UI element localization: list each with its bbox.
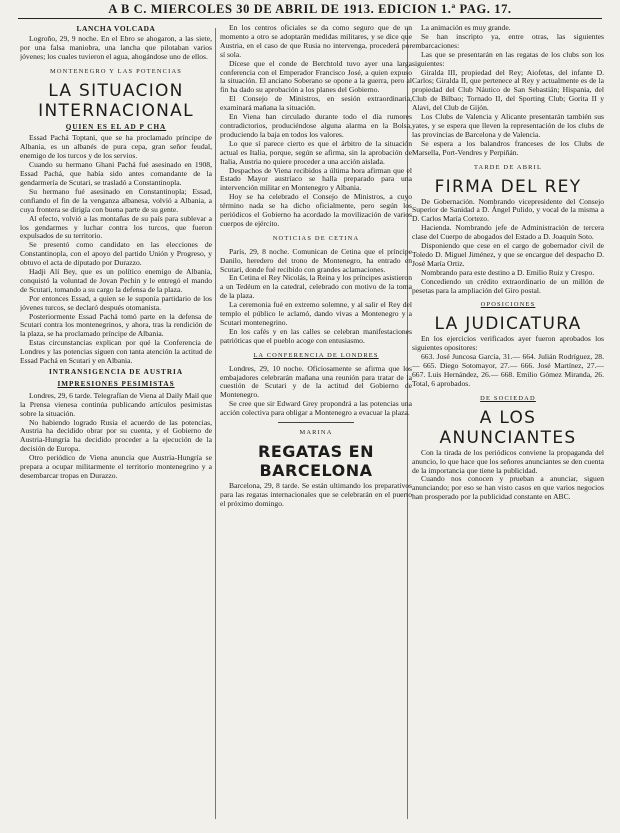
article-headline: LA SITUACION INTERNACIONAL [38, 80, 194, 121]
article-paragraph: Londres, 29, 6 tarde. Telegrafían de Viena al Daily Mail que la Prensa vienesa continúa publicando artículos pesimistas sobre la situación. [20, 390, 212, 418]
article-paragraph: El Consejo de Ministros, en sesión extraordinaria, examinará mañana la situación. [220, 94, 412, 113]
article-paragraph: Otro periódico de Viena anuncia que Austria-Hungría se prepara a ocupar militarmente el territorio montenegrino y a desembarcar tropas en Durazzo. [20, 453, 212, 480]
article-paragraph: Lo que sí parece cierto es que el árbitro de la situación actual es Italia, porque, según se afirma, sin la aprobación de Italia, Austria no quiere proceder a una acción aislada. [220, 138, 412, 166]
article-paragraph: Se presentó como candidato en las elecciones de Constantinopla, con el apoyo del partido Unión y Progreso, y obtuvo el acta de diputado por Durazzo. [20, 240, 212, 268]
section-heading: INTRANSIGENCIA DE AUSTRIA [48, 368, 184, 376]
article-headline: FIRMA DEL REY [434, 176, 582, 197]
article-paragraph: La animación es muy grande. [421, 24, 511, 32]
article-paragraph: Nombrando para este destino a D. Emilio Ruiz y Crespo. [421, 267, 595, 277]
section-heading: DE SOCIEDAD [480, 394, 536, 402]
section-heading: OPOSICIONES [480, 301, 536, 309]
article-paragraph: En los cafés y en las calles se celebran manifestaciones patrióticas que el pueblo acoge con entusiasmo. [220, 326, 412, 345]
article-paragraph: Su hermano fué asesinado en Constantinopla; Essad, confiando el fin de la venganza albanesa, volvió a Albania, a cuya frontera se dirigía con buena parte de su gente. [20, 186, 212, 214]
article-paragraph: Cuando su hermano Ghani Pachá fué asesinado en 1908, Essad Pachá, que había sido antes comandante de la gendarmería de Scutari, se trasladó a Constantinopla. [20, 160, 212, 187]
column-divider [215, 28, 216, 819]
article-paragraph: En Cetina el Rey Nicolás, la Reina y los príncipes asistieron a un Tedéum en la catedral, celebrado con motivo de la toma de la plaza. [220, 273, 412, 301]
section-heading: NOTICIAS DE CETINA [272, 234, 360, 242]
section-heading: LANCHA VOLCADA [76, 24, 156, 33]
article-paragraph: En los ejercicios verificados ayer fueron aprobados los siguientes opositores: [412, 334, 604, 353]
article-paragraph: La ceremonia fué en extremo solemne, y al salir el Rey del templo el público le aclamó, dando vivas a Montenegro y a Scutari montenegrino. [220, 300, 412, 327]
article-paragraph: Barcelona, 29, 8 tarde. Se están ultimando los preparativos para las regatas internacionales que se celebrarán en el puerto el próximo domingo. [220, 480, 412, 508]
article-paragraph: Londres, 29, 10 noche. Oficiosamente se afirma que los embajadores celebrarán mañana una reunión para tratar de la cuestión de Scutari y de la actitud del Gobierno de Montenegro. [220, 363, 412, 400]
article-paragraph: Se cree que sir Edward Grey propondrá a las potencias una acción colectiva para obligar a Montenegro a evacuar la plaza. [220, 399, 412, 418]
article-paragraph: Estas circunstancias explican por qué la Conferencia de Londres y las potencias siguen con tanta atención la actitud de Essad Pachá en Scutari y en Albania. [20, 338, 212, 366]
article-headline: LA JUDICATURA [434, 314, 582, 335]
article-paragraph: En los centros oficiales se da como seguro que de un momento a otro se adoptarán medidas militares, y se dice que Austria, en el caso de que Rusia no intervenga, procederá por sí sola. [220, 24, 412, 59]
article-headline: A LOS ANUNCIANTES [439, 407, 577, 448]
article-paragraph: París, 29, 8 noche. Comunican de Cetina que el príncipe Danilo, heredero del trono de Montenegro, ha entrado en Scutari, donde fué recibido con grandes aclamaciones. [220, 246, 412, 274]
article-subheading: IMPRESIONES PESIMISTAS [57, 379, 175, 388]
article-paragraph: Hacienda. Nombrando jefe de Administración de tercera clase del Cuerpo de abogados del Estado a D. Joaquín Soto. [412, 223, 604, 242]
article-paragraph: Hoy se ha celebrado el Consejo de Ministros, a cuyo término nada se ha dicho oficialmente, pero según los periódicos el Gobierno ha acordado la movilización de varios cuerpos de ejército. [220, 192, 412, 228]
article-paragraph: Las que se presentarán en las regatas de los clubs son los siguientes: [412, 49, 604, 68]
column-1 [20, 24, 212, 827]
column-3 [412, 24, 604, 827]
article-paragraph: Dícese que el conde de Berchtold tuvo ayer una larga conferencia con el Emperador Francisco José, a quien expuso la situación. El anciano Soberano se opone a la guerra, pero al fin ha dado su aprobación a los planes del Gobierno. [220, 58, 412, 95]
article-subheading: QUIEN ES EL AD P CHA [65, 122, 167, 131]
column-2 [220, 24, 412, 827]
section-heading: LA CONFERENCIA DE LONDRES [253, 351, 379, 359]
article-paragraph: Disponiendo que cese en el cargo de gobernador civil de Toledo D. Miguel Jiménez, y que se encargue del despacho D. José María Ortiz. [412, 241, 604, 268]
article-paragraph: Essad Pachá Toptani, que se ha proclamado príncipe de Albania, es un albanés de pura cepa, gran señor feudal, enemigo de los turcos y de los servios. [20, 133, 212, 161]
divider [278, 422, 355, 423]
article-paragraph: Posteriormente Essad Pachá tomó parte en la defensa de Scutari contra los montenegrinos, y ahora, tras la rendición de la plaza, se ha proclamado príncipe de Albania. [20, 311, 212, 339]
article-paragraph: Con la tirada de los periódicos conviene la propaganda del anuncio, lo que hace que los señores anunciantes se den cuenta de la importancia que tiene la publicidad. [412, 447, 604, 475]
article-paragraph: En Viena han circulado durante todo el día rumores contradictorios, produciéndose alguna alarma en la Bolsa, produciendo la baja en todos los valores. [220, 112, 412, 139]
article-paragraph: Se han inscripto ya, entre otras, las siguientes embarcaciones: [412, 31, 604, 50]
article-paragraph: Se espera a los balandros franceses de los Clubs de Marsella, Port-Vendres y Perpiñán. [412, 138, 604, 157]
article-headline: REGATAS EN BARCELONA [258, 441, 374, 480]
article-paragraph: 663. José Juncosa García, 31.— 664. Julián Rodríguez, 28.— 665. Diego Sotomayor, 27.— 666. José Martínez, 27.— 667. Luis Hernández, 26.— 668. Emilio Gómez Miranda, 26. Total, 6 aprobados. [412, 352, 604, 388]
article-paragraph: Despachos de Viena recibidos a última hora afirman que el Estado Mayor austríaco se halla preparado para una intervención militar en Montenegro y Albania. [220, 165, 412, 193]
article-paragraph: Cuando nos conocen y prueban a anunciar, siguen anunciando; por eso se han visto casos en que varios negocios han prosperado por la publicidad constante en ABC. [412, 474, 604, 502]
article-paragraph: Los Clubs de Valencia y Alicante presentarán también sus yates, y se espera que lleven la representación de los clubs de las provincias de Barcelona y de Valencia. [412, 112, 604, 139]
article-paragraph: De Gobernación. Nombrando vicepresidente del Consejo Superior de Sanidad a D. Ángel Pulido, y vocal de la misma a D. Carlos María Cortezo. [412, 196, 604, 224]
section-heading: MONTENEGRO Y LAS POTENCIAS [49, 67, 183, 75]
article-paragraph: Giralda III, propiedad del Rey; Aiofetas, del infante D. Carlos; Giralda II, que pertenece al Rey y actualmente es de la propiedad del Club Náutico de San Sebastián; Hispania, del Club de Bilbao; Tornado II, del Sporting Club; Gorita II y Alavi, del Club de Gijón. [412, 67, 604, 113]
article-paragraph: Logroño, 29, 9 noche. En el Ebro se ahogaron, a las siete, por una falsa maniobra, una lancha que pilotaban varios jóvenes; los cuales tuvieron el agua, ahogándose uno de ellos. [20, 33, 212, 61]
article-paragraph: No habiendo logrado Rusia el acuerdo de las potencias, Austria ha decidido obrar por su cuenta, y el Gobierno de Austria-Hungría ha decidido proceder a la ejecución de la decisión de Europa. [20, 417, 212, 454]
masthead: A B C. MIERCOLES 30 DE ABRIL DE 1913. EDICION 1.ª PAG. 17. [108, 2, 512, 16]
section-heading: TARDE DE ABRIL [473, 163, 543, 171]
article-paragraph: Al efecto, volvió a las montañas de su país para sublevar a los gendarmes y luchar contra los turcos, que fueron expulsados de su territorio. [20, 213, 212, 241]
article-paragraph: Concediendo un crédito extraordinario de un millón de pesetas para la ampliación del Giro postal. [412, 276, 604, 295]
section-heading: MARINA [299, 429, 333, 437]
article-paragraph: Hadji Alí Bey, que es un político enemigo de Albania, conquistó la voluntad de Jovan Pechin y le entregó el mando de Scutari, tomando a su cargo la defensa de la plaza. [20, 267, 212, 294]
article-paragraph: Por entonces Essad, a quien se le suponía partidario de los jóvenes turcos, se declaró después otomanista. [20, 293, 212, 312]
masthead-rule [18, 18, 602, 19]
